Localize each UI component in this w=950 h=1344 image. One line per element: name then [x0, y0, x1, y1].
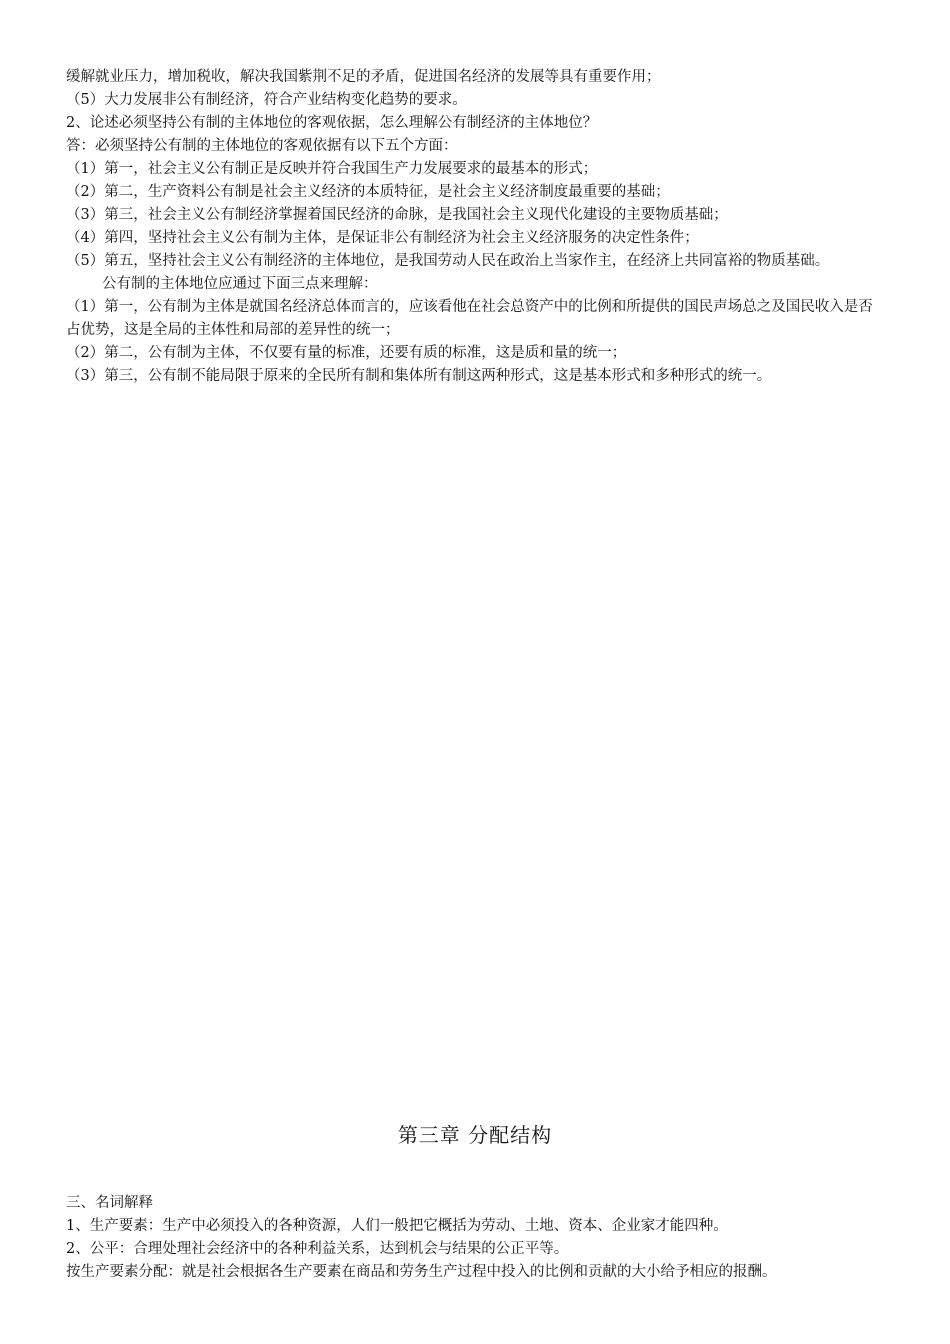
continuation-item-5: （5）大力发展非公有制经济，符合产业结构变化趋势的要求。 [66, 92, 467, 108]
understanding-item-1: （1）第一，公有制为主体是就国名经济总体而言的，应该看他在社会总资产中的比例和所提供的国民声场总之及国民收入是否占优势，这是全局的主体性和局部的差异性的统一； [66, 299, 873, 338]
section-heading: 三、名词解释 [66, 1195, 153, 1211]
chapter-title: 第三章 分配结构 [397, 1123, 553, 1147]
basis-item-1: （1）第一，社会主义公有制正是反映并符合我国生产力发展要求的最基本的形式； [66, 161, 598, 177]
term-fairness: 2、公平：合理处理社会经济中的各种利益关系，达到机会与结果的公正平等。 [66, 1241, 569, 1257]
lower-text-block [66, 1192, 884, 1284]
understanding-item-3: （3）第三，公有制不能局限于原来的全民所有制和集体所有制这两种形式，这是基本形式和多种形式的统一。 [66, 368, 772, 384]
basis-item-2: （2）第二，生产资料公有制是社会主义经济的本质特征，是社会主义经济制度最重要的基础； [66, 184, 670, 200]
question-2-title: 2、论述必须坚持公有制的主体地位的客观依据，怎么理解公有制经济的主体地位？ [66, 115, 598, 131]
basis-item-4: （4）第四，坚持社会主义公有制为主体，是保证非公有制经济为社会主义经济服务的决定性条件； [66, 230, 699, 246]
upper-text-block [66, 66, 884, 388]
basis-item-5: （5）第五，坚持社会主义公有制经济的主体地位，是我国劳动人民在政治上当家作主，在经济上共同富裕的物质基础。 [66, 253, 830, 269]
answer-intro: 答：必须坚持公有制的主体地位的客观依据有以下五个方面： [66, 138, 458, 154]
basis-item-3: （3）第三，社会主义公有制经济掌握着国民经济的命脉，是我国社会主义现代化建设的主要物质基础； [66, 207, 728, 223]
understanding-intro: 公有制的主体地位应通过下面三点来理解： [102, 276, 378, 292]
understanding-item-2: （2）第二，公有制为主体，不仅要有量的标准，还要有质的标准，这是质和量的统一； [66, 345, 627, 361]
term-production-factors: 1、生产要素：生产中必须投入的各种资源，人们一般把它概括为劳动、土地、资本、企业家才能四种。 [66, 1218, 728, 1234]
continuation-line: 缓解就业压力，增加税收，解决我国紫荆不足的矛盾，促进国名经济的发展等具有重要作用； [66, 69, 661, 85]
term-distribution-by-factors: 按生产要素分配：就是社会根据各生产要素在商品和劳务生产过程中投入的比例和贡献的大小给予相应的报酬。 [66, 1264, 777, 1280]
